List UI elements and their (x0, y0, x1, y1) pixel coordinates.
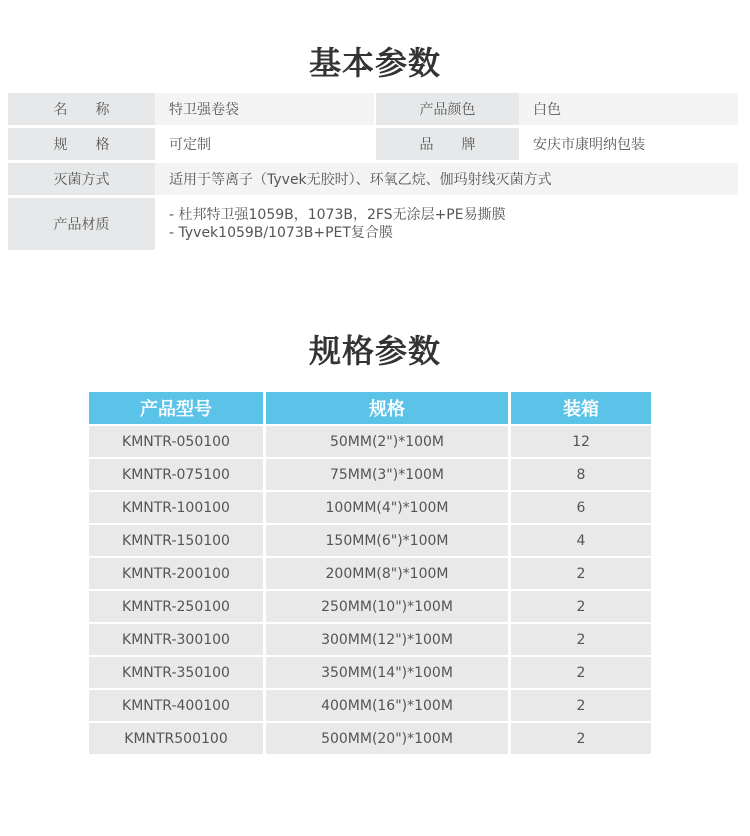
header-packing: 装箱 (511, 392, 651, 424)
table-row (89, 558, 651, 589)
cell-spec: 75MM(3")*100M (266, 459, 508, 490)
cell-spec: 100MM(4")*100M (266, 492, 508, 523)
label-name: 名 称 (8, 93, 155, 125)
basic-row-spec (8, 128, 738, 160)
cell-spec: 50MM(2")*100M (266, 426, 508, 457)
label-sterilization: 灭菌方式 (8, 163, 155, 195)
cell-packing: 8 (511, 459, 651, 490)
cell-packing: 2 (511, 558, 651, 589)
cell-packing: 2 (511, 591, 651, 622)
header-spec: 规格 (266, 392, 508, 424)
table-row (89, 492, 651, 523)
table-row (89, 690, 651, 721)
basic-params-title: 基本参数 (308, 44, 441, 82)
table-row (89, 525, 651, 556)
cell-packing: 12 (511, 426, 651, 457)
spec-table-header (89, 392, 651, 424)
cell-model: KMNTR500100 (89, 723, 263, 754)
cell-model: KMNTR-100100 (89, 492, 263, 523)
basic-row-material (8, 198, 738, 250)
cell-packing: 2 (511, 657, 651, 688)
table-row (89, 459, 651, 490)
cell-model: KMNTR-350100 (89, 657, 263, 688)
cell-spec: 350MM(14")*100M (266, 657, 508, 688)
cell-packing: 6 (511, 492, 651, 523)
table-row (89, 657, 651, 688)
cell-spec: 400MM(16")*100M (266, 690, 508, 721)
cell-model: KMNTR-150100 (89, 525, 263, 556)
table-row (89, 426, 651, 457)
material-line-2: - Tyvek1059B/1073B+PET复合膜 (169, 225, 393, 241)
basic-row-name (8, 93, 738, 125)
cell-spec: 200MM(8")*100M (266, 558, 508, 589)
value-brand: 安庆市康明纳包装 (519, 128, 738, 160)
cell-model: KMNTR-050100 (89, 426, 263, 457)
label-brand: 品 牌 (376, 128, 519, 160)
value-material (155, 198, 738, 250)
cell-packing: 4 (511, 525, 651, 556)
cell-spec: 300MM(12")*100M (266, 624, 508, 655)
spec-params-title: 规格参数 (308, 332, 441, 370)
cell-model: KMNTR-250100 (89, 591, 263, 622)
value-sterilization: 适用于等离子（Tyvek无胶时）、环氧乙烷、伽玛射线灭菌方式 (155, 163, 738, 195)
cell-model: KMNTR-300100 (89, 624, 263, 655)
label-material: 产品材质 (8, 198, 155, 250)
table-row (89, 723, 651, 754)
basic-params-table (8, 93, 738, 250)
basic-row-sterilization (8, 163, 738, 195)
spec-params-table (89, 392, 651, 754)
value-spec: 可定制 (155, 128, 374, 160)
cell-packing: 2 (511, 624, 651, 655)
material-line-1: - 杜邦特卫强1059B，1073B，2FS无涂层+PE易撕膜 (169, 207, 506, 223)
cell-spec: 250MM(10")*100M (266, 591, 508, 622)
cell-model: KMNTR-400100 (89, 690, 263, 721)
label-spec: 规 格 (8, 128, 155, 160)
cell-spec: 150MM(6")*100M (266, 525, 508, 556)
label-color: 产品颜色 (376, 93, 519, 125)
cell-model: KMNTR-200100 (89, 558, 263, 589)
cell-packing: 2 (511, 690, 651, 721)
value-color: 白色 (519, 93, 738, 125)
table-row (89, 624, 651, 655)
header-model: 产品型号 (89, 392, 263, 424)
cell-model: KMNTR-075100 (89, 459, 263, 490)
cell-packing: 2 (511, 723, 651, 754)
value-name: 特卫强卷袋 (155, 93, 374, 125)
table-row (89, 591, 651, 622)
cell-spec: 500MM(20")*100M (266, 723, 508, 754)
